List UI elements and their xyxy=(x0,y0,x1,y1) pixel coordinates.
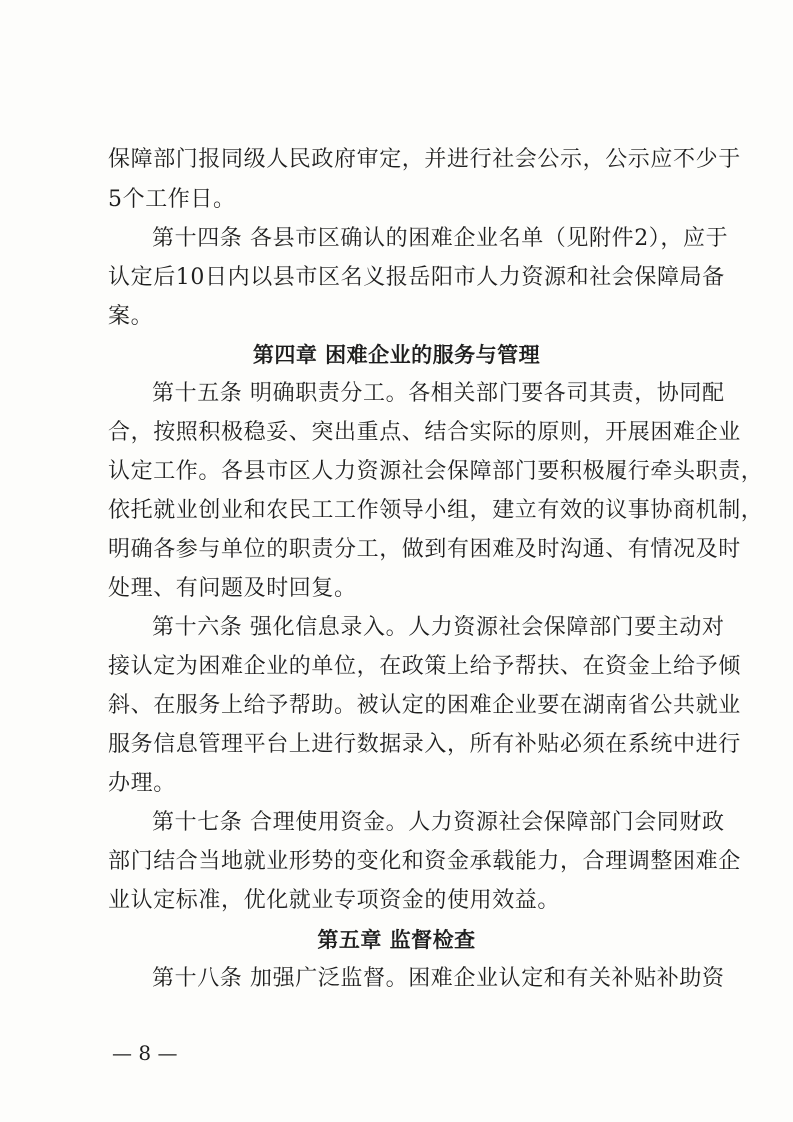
body-text-line: 5个工作日。 xyxy=(108,187,236,212)
article-17-line: 第十七条 合理使用资金。人力资源社会保障部门会同财政 xyxy=(152,810,725,835)
body-text-line: 保障部门报同级人民政府审定，并进行社会公示，公示应不少于 xyxy=(108,147,741,172)
body-text-line: 接认定为困难企业的单位，在政策上给予帮扶、在资金上给予倾 xyxy=(108,654,741,679)
body-text-line: 办理。 xyxy=(108,771,176,796)
body-text-line: 斜、在服务上给予帮助。被认定的困难企业要在湖南省公共就业 xyxy=(108,693,741,718)
body-text-line: 明确各参与单位的职责分工，做到有困难及时沟通、有情况及时 xyxy=(108,537,741,562)
body-text-line: 部门结合当地就业形势的变化和资金承载能力，合理调整困难企 xyxy=(108,849,741,874)
body-text-line: 业认定标准，优化就业专项资金的使用效益。 xyxy=(108,888,561,913)
body-text-line: 合，按照积极稳妥、突出重点、结合实际的原则，开展困难企业 xyxy=(108,420,741,445)
body-text-line: 认定工作。各县市区人力资源社会保障部门要积极履行牵头职责， xyxy=(108,459,764,484)
body-text-line: 依托就业创业和农民工工作领导小组，建立有效的议事协商机制， xyxy=(108,498,764,523)
body-text-line: 处理、有问题及时回复。 xyxy=(108,576,357,601)
chapter-5-heading: 第五章 监督检查 xyxy=(317,928,476,952)
article-15-line: 第十五条 明确职责分工。各相关部门要各司其责，协同配 xyxy=(152,381,725,406)
body-text-line: 案。 xyxy=(108,304,154,329)
article-14-line: 第十四条 各县市区确认的困难企业名单（见附件2），应于 xyxy=(152,226,729,251)
chapter-4-heading: 第四章 困难企业的服务与管理 xyxy=(252,343,541,367)
body-text-line: 认定后10日内以县市区名义报岳阳市人力资源和社会保障局备 xyxy=(108,265,725,290)
page-number: — 8 — xyxy=(112,1041,178,1065)
body-text-line: 服务信息管理平台上进行数据录入，所有补贴必须在系统中进行 xyxy=(108,732,741,757)
article-16-line: 第十六条 强化信息录入。人力资源社会保障部门要主动对 xyxy=(152,615,725,640)
article-18-line: 第十八条 加强广泛监督。困难企业认定和有关补贴补助资 xyxy=(152,966,725,991)
